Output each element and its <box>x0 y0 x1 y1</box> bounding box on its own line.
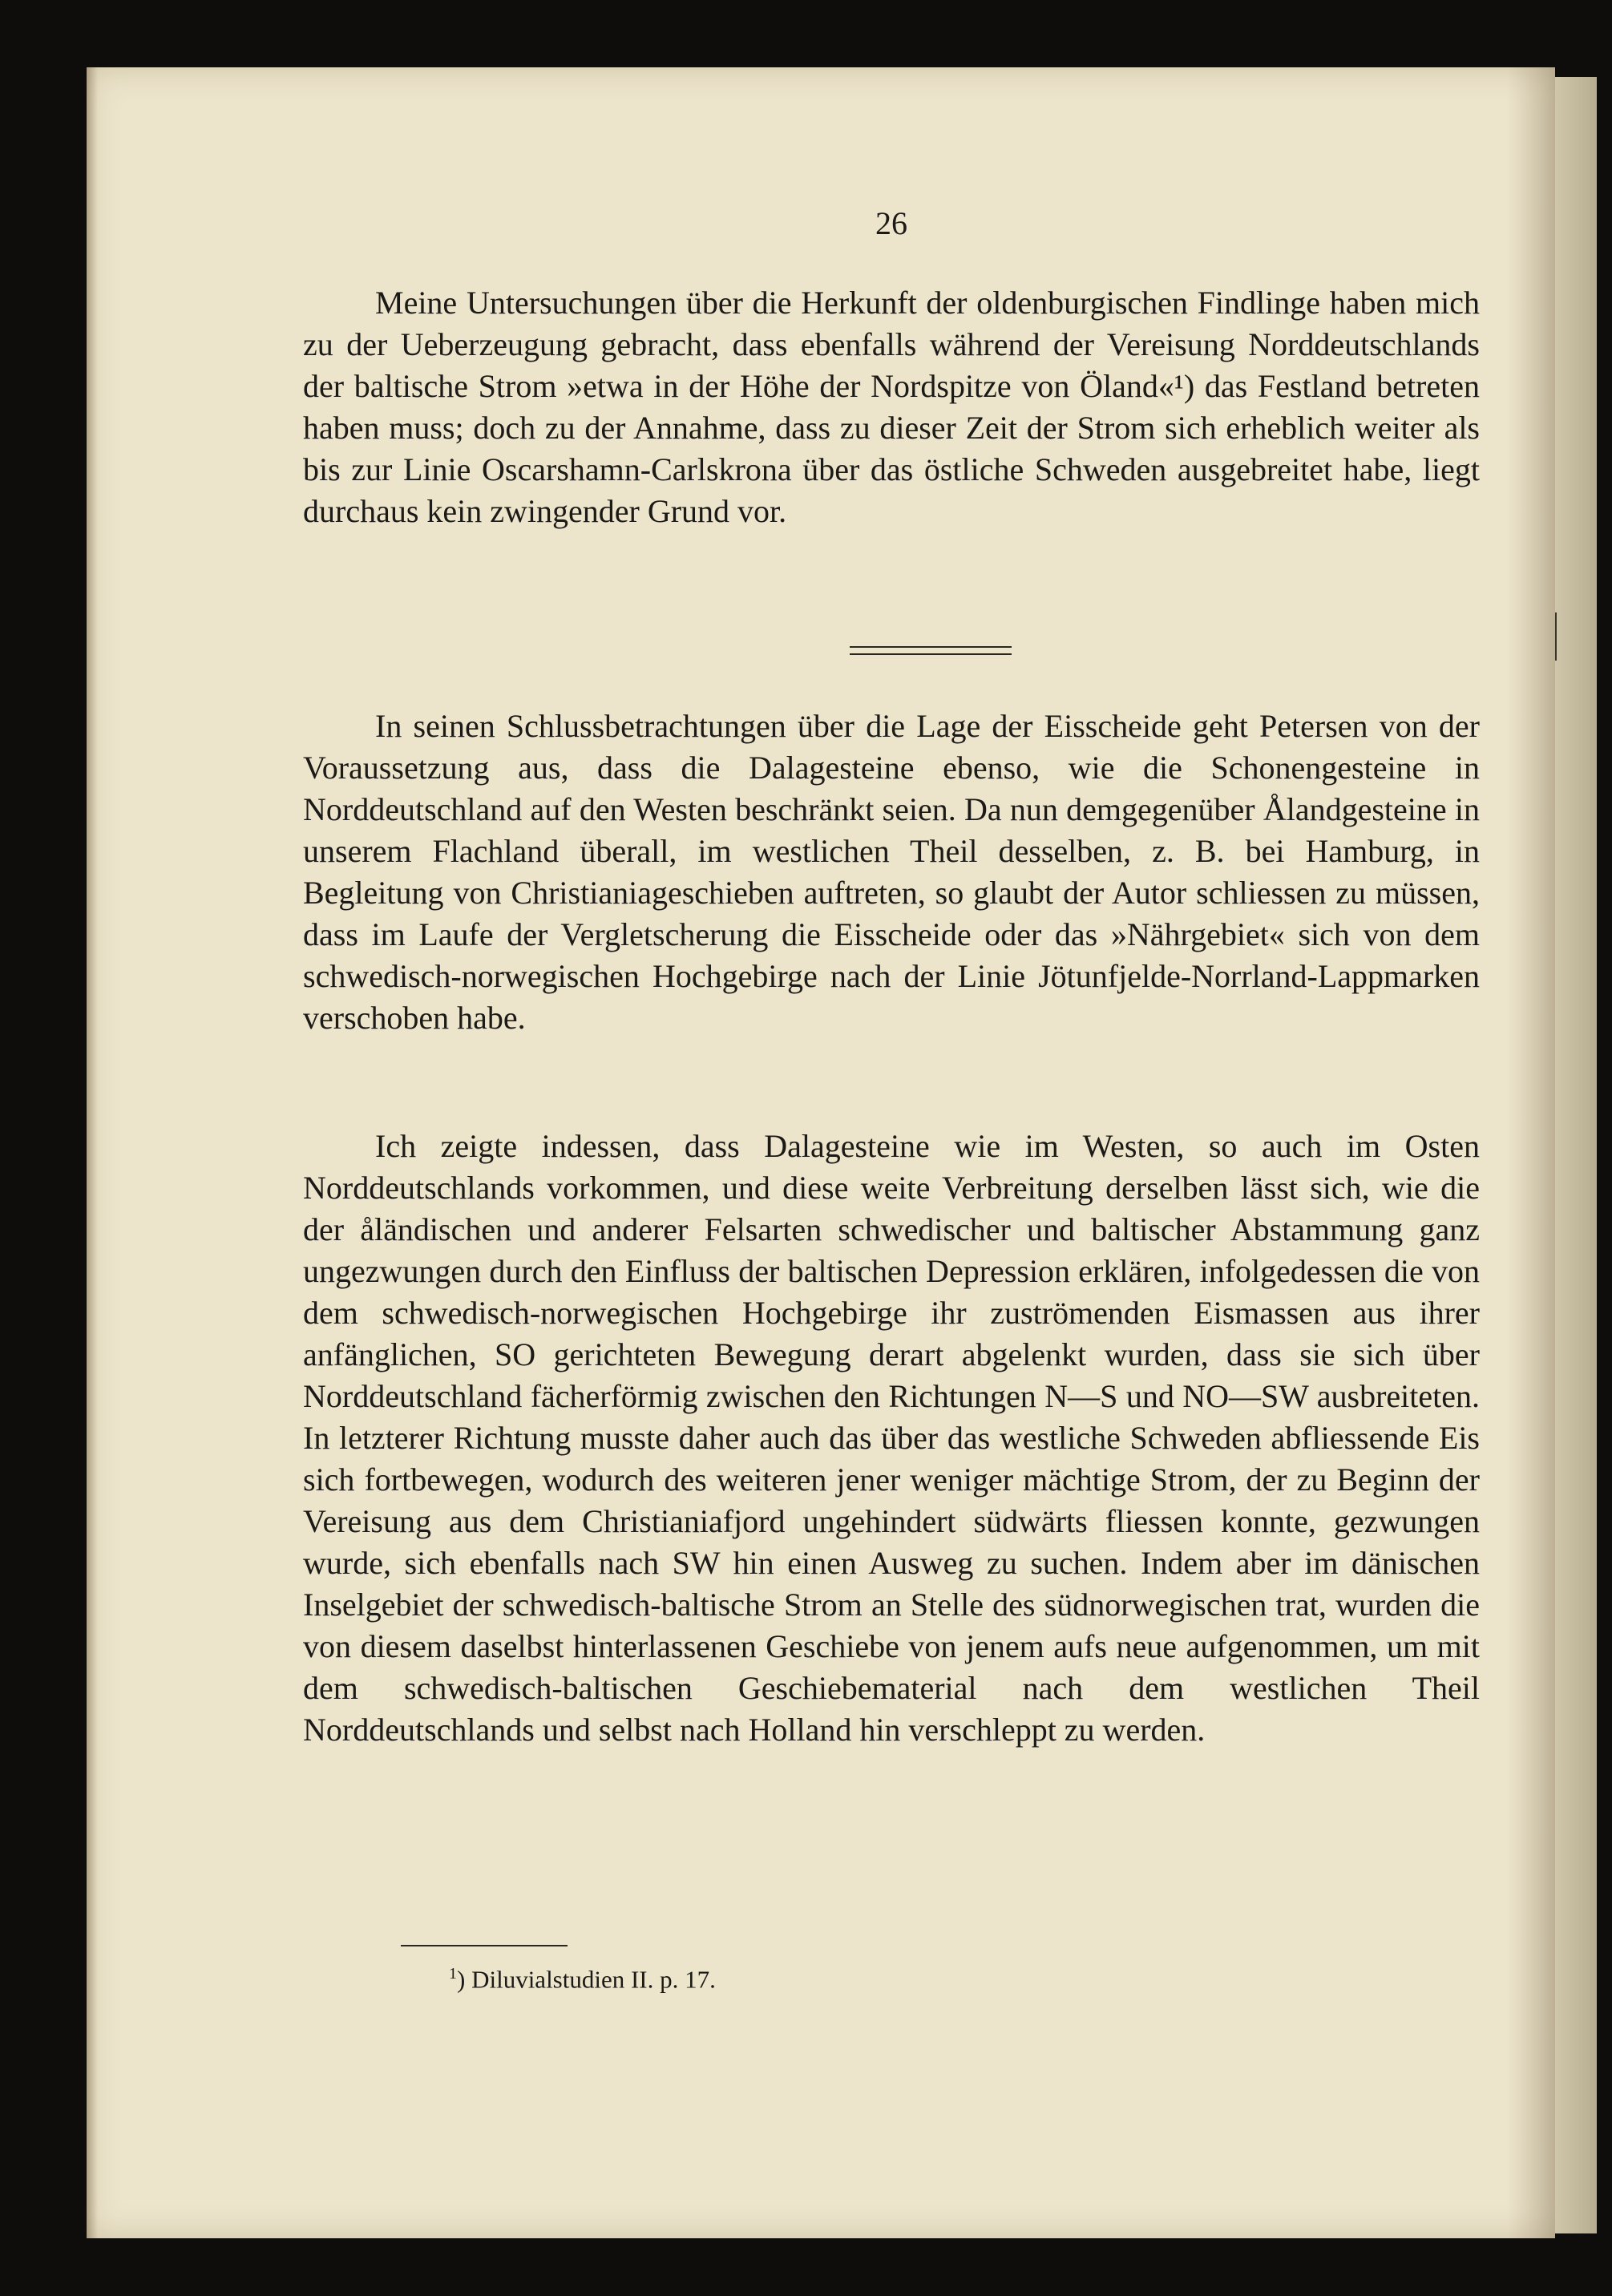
paragraph-1: Meine Untersuchungen über die Herkunft der oldenburgischen Findlinge haben mich zu der Ueberzeugung gebracht, dass ebenfalls während der Vereisung Norddeutschlands der baltische Strom »etwa in der Höhe der Nordspitze von Öland«¹) das Festland betreten haben muss; doch zu der Annahme, dass zu dieser Zeit der Strom sich erheblich weiter als bis zur Linie Oscarshamn-Carlskrona über das östliche Schweden ausgebreitet habe, liegt durchaus kein zwingender Grund vor. <box>303 285 1480 529</box>
paragraph-3: Ich zeigte indessen, dass Dalagesteine wie im Westen, so auch im Osten Norddeutschlands vorkommen, und diese weite Verbreitung derselben lässt sich, wie die der åländischen und anderer Felsarten schwedischer und baltischer Abstammung ganz ungezwungen durch den Einfluss der baltischen Depression erklären, infolgedessen die von dem schwedisch-norwegischen Hochgebirge ihr zuströmenden Eismassen aus ihrer anfänglichen, SO gerichteten Bewegung derart abgelenkt wurden, dass sie sich über Norddeutschland fächerförmig zwischen den Richtungen N—S und NO—SW ausbreiteten. In letzterer Richtung musste daher auch das über das westliche Schweden abfliessende Eis sich fortbewegen, wodurch des weiteren jener weniger mächtige Strom, der zu Beginn der Vereisung aus dem Christianiafjord ungehindert südwärts fliessen konnte, gezwungen wurde, sich ebenfalls nach SW hin einen Ausweg zu suchen. Indem aber im dänischen Inselgebiet der schwedisch-baltische Strom an Stelle des südnorwegischen trat, wurden die von diesem daselbst hinterlassenen Geschiebe von jenem aufs neue aufgenommen, um mit dem schwedisch-baltischen Geschiebematerial nach dem westlichen Theil Norddeutschlands und selbst nach Holland hin verschleppt zu werden. <box>303 1128 1480 1748</box>
section-divider-top <box>850 646 1012 648</box>
paragraph-2: In seinen Schlussbetrachtungen über die Lage der Eisscheide geht Petersen von der Voraussetzung aus, dass die Dalagesteine ebenso, wie die Schonengesteine in Norddeutschland auf den Westen beschränkt seien. Da nun demgegenüber Ålandgesteine in unserem Flachland überall, im westlichen Theil desselben, z. B. bei Hamburg, in Begleitung von Christianiageschieben auftreten, so glaubt der Autor schliessen zu müssen, dass im Laufe der Vergletscherung die Eisscheide oder das »Nährgebiet« sich von dem schwedisch-norwegischen Hochgebirge nach der Linie Jötunfjelde-Norrland-Lappmarken verschoben habe. <box>303 708 1480 1036</box>
footnote-text: Diluvialstudien II. p. 17. <box>471 1965 716 1994</box>
footnote-rule <box>401 1945 568 1946</box>
page-number: 26 <box>875 205 907 241</box>
section-divider-bottom <box>850 653 1012 655</box>
page-edge-shadow <box>1507 67 1555 2238</box>
page-gutter-shadow <box>87 67 98 2238</box>
book-page <box>87 67 1555 2238</box>
margin-mark-bracket <box>1555 612 1581 661</box>
footnote: $^1$) Diluvialstudien II. p. 17. <box>449 1965 716 1994</box>
footnote-marker: 1 <box>449 1965 457 1983</box>
next-leaf-edge <box>1555 77 1597 2233</box>
